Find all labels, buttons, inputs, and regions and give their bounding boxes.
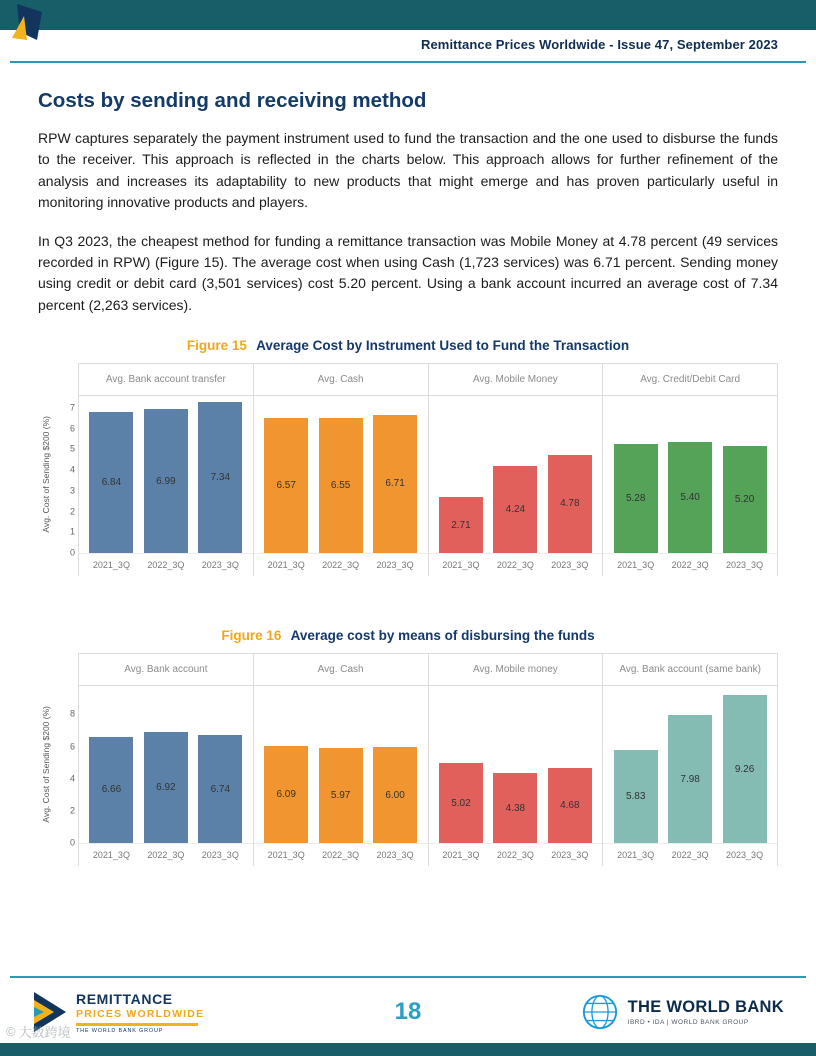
bar-value-label: 6.00 [385, 789, 405, 801]
bar-value-label: 6.84 [101, 477, 122, 489]
axis-spacer [54, 653, 78, 685]
main-content [0, 89, 816, 866]
bar [723, 446, 767, 553]
x-axis-tick: 2021_3Q [442, 850, 480, 861]
y-axis-tick: 7 [69, 402, 75, 413]
chart-panel [602, 654, 778, 866]
x-axis-tick: 2022_3Q [496, 850, 534, 861]
bar [614, 750, 658, 843]
y-axis-ticks [54, 395, 78, 558]
bar-value-label: 5.20 [734, 494, 755, 506]
x-axis-labels [429, 844, 603, 866]
y-axis-tick: 0 [69, 547, 75, 558]
bar [264, 418, 308, 554]
rpw-logo-line2: PRICES WORLDWIDE [76, 1007, 205, 1020]
bar [89, 737, 133, 844]
worldbank-logo-text [628, 998, 784, 1026]
globe-icon [581, 993, 619, 1031]
bar [198, 735, 242, 843]
bar [548, 455, 592, 554]
panel-title: Avg. Bank account transfer [79, 364, 253, 396]
y-axis-label-box [38, 685, 54, 843]
page-footer [10, 976, 806, 1034]
bar [144, 409, 188, 553]
bar-value-label: 5.97 [330, 789, 351, 801]
y-axis-tick: 3 [69, 485, 75, 496]
x-axis-tick: 2023_3Q [551, 850, 589, 861]
axis-spacer [38, 653, 54, 685]
bar [439, 763, 483, 843]
bar [373, 415, 417, 554]
bar [493, 466, 537, 554]
x-axis-tick: 2022_3Q [671, 560, 709, 571]
y-axis-tick: 1 [69, 526, 75, 537]
page-number: 18 [394, 998, 422, 1025]
bar [723, 695, 767, 843]
panel-plot-area [254, 686, 428, 844]
x-axis-labels [603, 844, 777, 866]
y-axis-tick-column [54, 653, 78, 866]
x-axis-labels [79, 554, 253, 576]
bar-value-label: 6.55 [330, 480, 351, 492]
worldbank-name: THE WORLD BANK [627, 998, 784, 1016]
y-axis-tick: 0 [69, 837, 75, 848]
y-axis-tick-column [54, 363, 78, 576]
chart-panel [78, 364, 253, 576]
panel-plot-area [603, 686, 777, 844]
panel-title: Avg. Bank account [79, 654, 253, 686]
bar-value-label: 5.02 [451, 797, 471, 809]
bar-value-label: 7.34 [210, 471, 231, 483]
axis-spacer [54, 363, 78, 395]
bar-value-label: 2.71 [451, 519, 471, 531]
watermark-icon: © [6, 1024, 16, 1039]
worldbank-logo [581, 993, 784, 1031]
bar-value-label: 6.57 [276, 479, 296, 491]
x-axis-tick: 2022_3Q [496, 560, 534, 571]
chart-panels [78, 363, 778, 576]
y-axis-tick: 6 [69, 741, 75, 752]
chart-panel [253, 364, 428, 576]
y-axis-tick: 4 [69, 464, 75, 475]
axis-spacer [38, 363, 54, 395]
x-axis-labels [429, 554, 603, 576]
bottom-color-band [0, 1043, 816, 1056]
x-axis-tick: 2021_3Q [617, 850, 655, 861]
body-paragraph-2: In Q3 2023, the cheapest method for funding a remittance transaction was Mobile Money at 4.78 percent (49 services recorded in RPW) (Figure 15). The average cost when using Cash (1,723 services) was 6.71 percent. Sending money using credit or debit card (3,501 services) cost 5.20 percent. Using a bank account incurred an average cost of 7.34 percent (2,263 services). [38, 232, 778, 313]
x-axis-tick: 2023_3Q [551, 560, 589, 571]
panel-plot-area [429, 686, 603, 844]
panel-title: Avg. Cash [254, 364, 428, 396]
issue-title: Remittance Prices Worldwide - Issue 47, September 2023 [420, 37, 778, 52]
top-color-band [0, 0, 816, 30]
chart-panel [253, 654, 428, 866]
x-axis-tick: 2023_3Q [726, 850, 764, 861]
panel-plot-area [79, 686, 253, 844]
bar-value-label: 6.66 [101, 784, 122, 796]
x-axis-labels [603, 554, 777, 576]
bar [319, 418, 363, 553]
bar-value-label: 6.71 [385, 478, 405, 490]
bar [668, 442, 712, 554]
x-axis-labels [79, 844, 253, 866]
bar [614, 444, 658, 553]
x-axis-tick: 2021_3Q [267, 560, 305, 571]
rpw-logo-line3: THE WORLD BANK GROUP [76, 1027, 164, 1034]
bar-value-label: 5.83 [625, 791, 646, 803]
body-paragraph-1: RPW captures separately the payment instrument used to fund the transaction and the one used to disburse the funds to the receiver. This approach is reflected in the charts below. This approach allows for further refinement of the analysis and increases its adaptability to new products that might emerge and has proven particularly useful in monitoring innovative products and players. [38, 130, 778, 211]
x-axis-labels [254, 554, 428, 576]
panel-title: Avg. Mobile Money [429, 364, 603, 396]
figure16-caption [38, 628, 778, 643]
panel-plot-area [254, 396, 428, 554]
rpw-logo-line1: REMITTANCE [76, 990, 173, 1007]
rpw-logo-text [76, 991, 204, 1034]
watermark [6, 1022, 71, 1041]
x-axis-tick: 2022_3Q [322, 850, 360, 861]
chart-panel [428, 654, 603, 866]
bar [668, 715, 712, 843]
bar-value-label: 5.40 [680, 491, 700, 503]
section-title: Costs by sending and receiving method [38, 89, 427, 112]
y-axis-label-box [38, 395, 54, 553]
x-axis-tick: 2023_3Q [726, 560, 764, 571]
y-axis-tick: 2 [69, 506, 75, 517]
figure16-title: Average cost by means of disbursing the funds [290, 628, 595, 644]
y-axis-tick: 4 [69, 773, 75, 784]
figure15-title: Average Cost by Instrument Used to Fund the Transaction [256, 338, 630, 354]
worldbank-subtitle: IBRD • IDA | WORLD BANK GROUP [627, 1019, 749, 1026]
figure16-chart [38, 653, 778, 866]
x-axis-tick: 2021_3Q [92, 560, 130, 571]
bar-value-label: 6.74 [210, 783, 231, 795]
figure15-label: Figure 15 [186, 338, 247, 354]
figure15-chart [38, 363, 778, 576]
bar-value-label: 6.92 [156, 782, 176, 794]
bar-value-label: 7.98 [680, 773, 700, 785]
page-header [10, 36, 806, 63]
x-axis-tick: 2022_3Q [322, 560, 360, 571]
chart-panel [602, 364, 778, 576]
figure16-label: Figure 16 [221, 628, 282, 644]
rpw-corner-logo-icon [10, 2, 44, 48]
x-axis-tick: 2021_3Q [617, 560, 655, 571]
bar [493, 773, 537, 843]
bar [439, 497, 483, 553]
bar [548, 768, 592, 843]
bar-value-label: 4.38 [505, 802, 526, 814]
x-axis-tick: 2021_3Q [267, 850, 305, 861]
bar-value-label: 6.99 [156, 475, 176, 487]
x-axis-tick: 2022_3Q [147, 560, 185, 571]
page-number-container [395, 998, 422, 1026]
bar-value-label: 4.68 [560, 800, 580, 812]
x-axis-tick: 2023_3Q [201, 850, 239, 861]
panel-title: Avg. Mobile money [429, 654, 603, 686]
panel-plot-area [79, 396, 253, 554]
bar [89, 412, 133, 553]
chart-panels [78, 653, 778, 866]
figure15-caption [38, 338, 778, 353]
panel-title: Avg. Cash [254, 654, 428, 686]
y-axis-label: Avg. Cost of Sending $200 (%) [41, 415, 51, 533]
panel-title: Avg. Bank account (same bank) [603, 654, 777, 686]
bar [198, 402, 242, 554]
panel-title: Avg. Credit/Debit Card [603, 364, 777, 396]
y-axis-ticks [54, 685, 78, 848]
y-axis-tick: 6 [69, 423, 75, 434]
panel-plot-area [429, 396, 603, 554]
y-axis-tick: 8 [69, 708, 75, 719]
x-axis-tick: 2023_3Q [376, 560, 414, 571]
bar-value-label: 4.78 [560, 498, 580, 510]
x-axis-tick: 2022_3Q [671, 850, 709, 861]
x-axis-labels [254, 844, 428, 866]
bar-value-label: 6.09 [276, 788, 296, 800]
chart-panel [428, 364, 603, 576]
y-axis-tick: 5 [69, 443, 75, 454]
bar [264, 746, 308, 844]
bar [319, 748, 363, 844]
bar [144, 732, 188, 843]
bar [373, 747, 417, 843]
x-axis-tick: 2022_3Q [147, 850, 185, 861]
x-axis-tick: 2023_3Q [201, 560, 239, 571]
watermark-text: 大数跨境 [18, 1025, 71, 1040]
x-axis-tick: 2021_3Q [442, 560, 480, 571]
chart-panel [78, 654, 253, 866]
rpw-logo-rule [76, 1023, 198, 1026]
x-axis-tick: 2021_3Q [92, 850, 130, 861]
bar-value-label: 4.24 [505, 503, 526, 515]
y-axis-label-column [38, 363, 54, 576]
y-axis-label-column [38, 653, 54, 866]
panel-plot-area [603, 396, 777, 554]
bar-value-label: 9.26 [734, 763, 755, 775]
y-axis-tick: 2 [69, 805, 75, 816]
x-axis-tick: 2023_3Q [376, 850, 414, 861]
bar-value-label: 5.28 [625, 493, 646, 505]
y-axis-label: Avg. Cost of Sending $200 (%) [41, 705, 51, 823]
